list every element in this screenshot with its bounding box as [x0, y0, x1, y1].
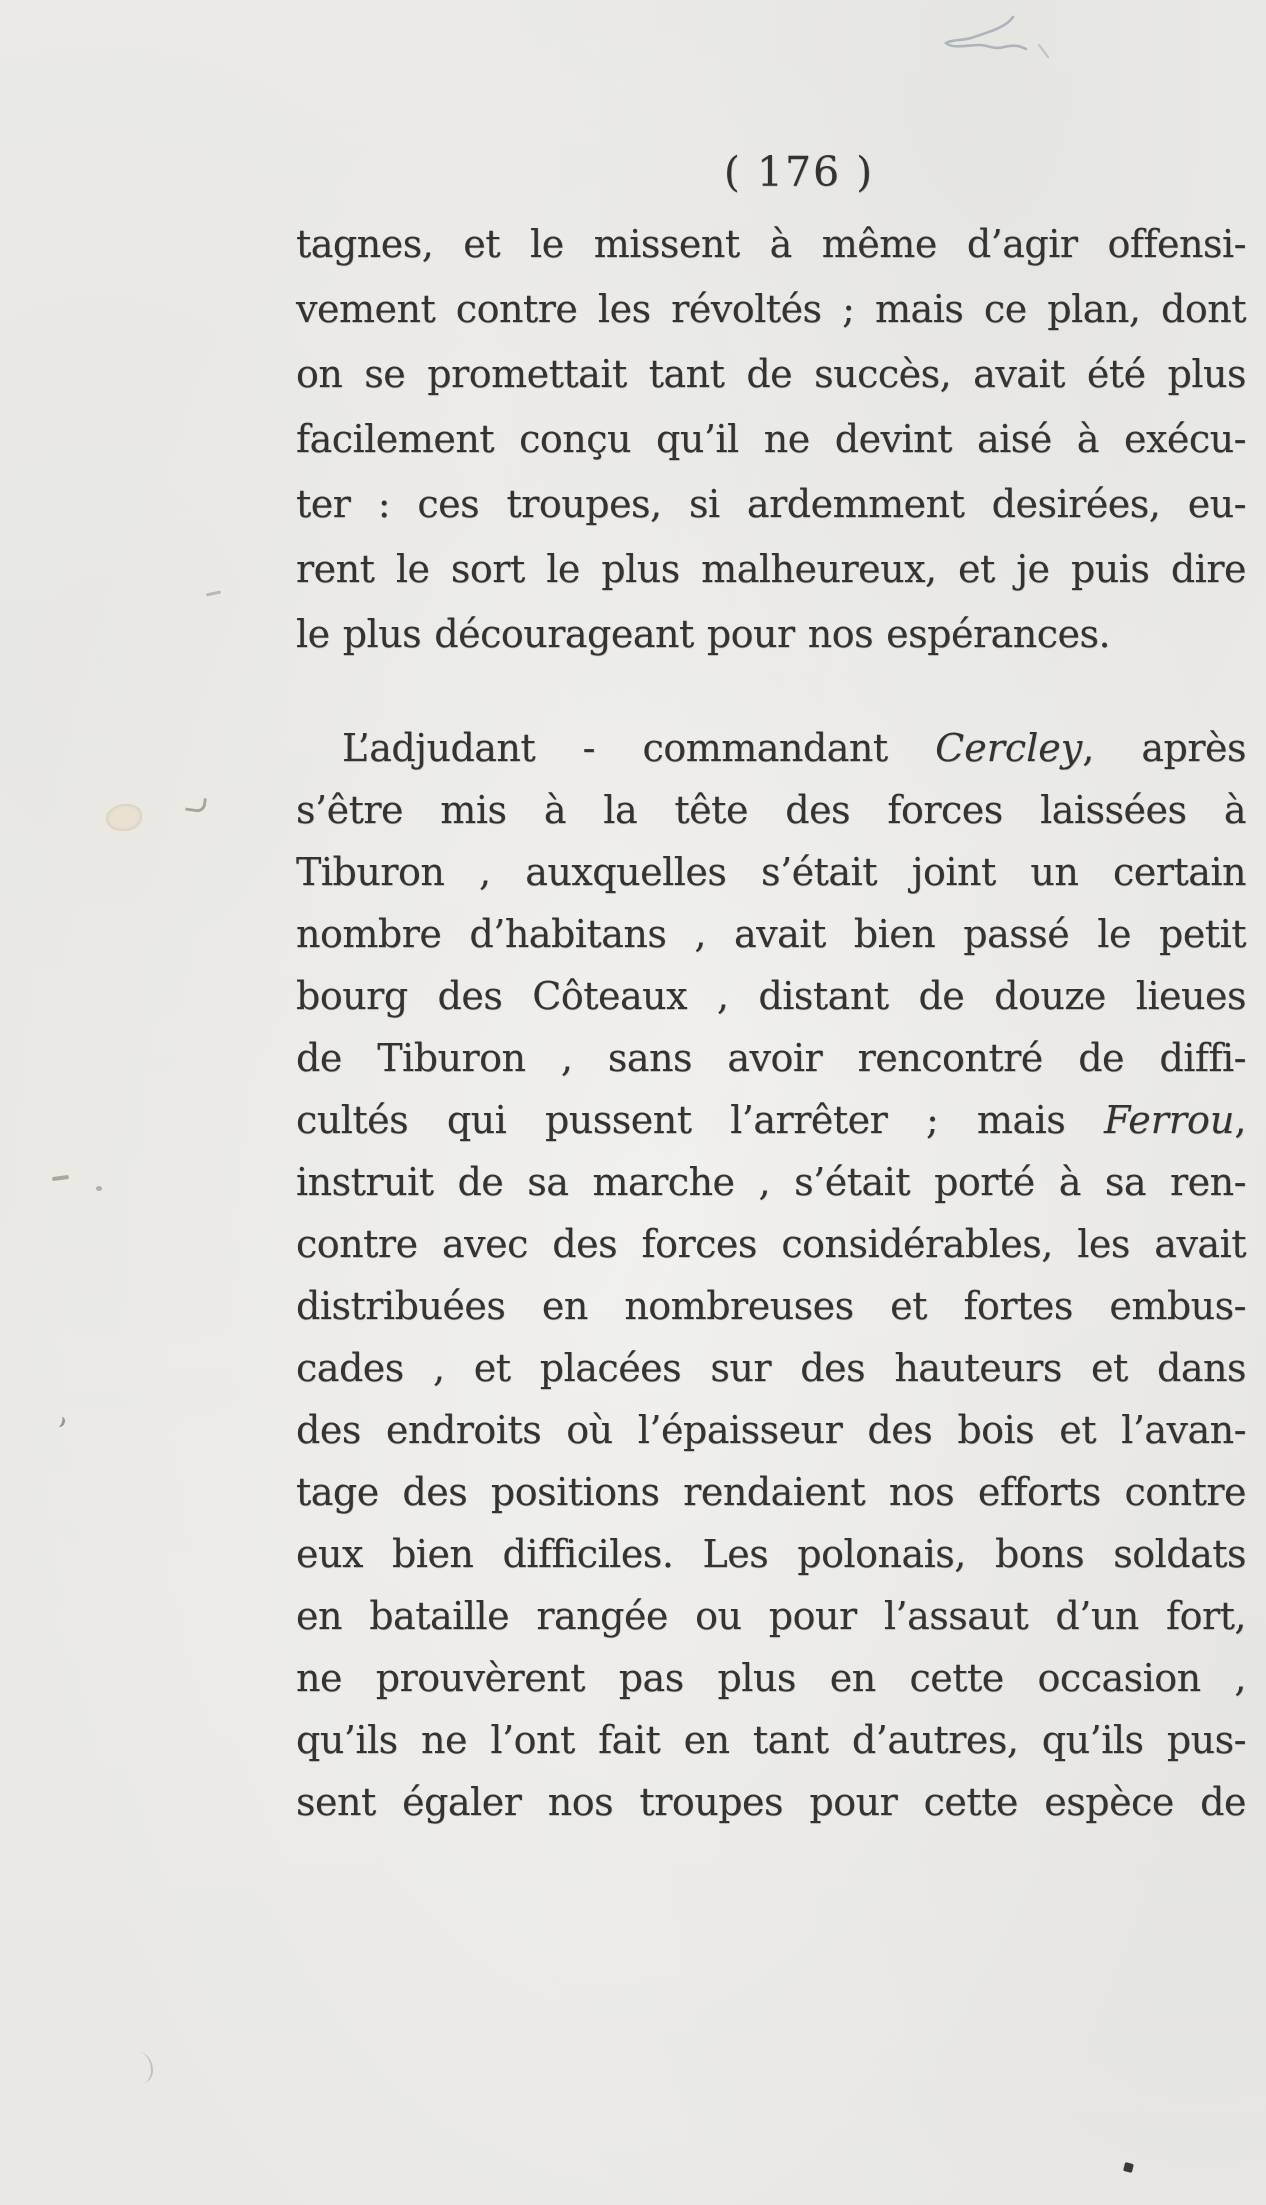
text-segment: le plus décourageant pour nos espérances.	[296, 612, 1111, 656]
text-segment: rent le sort le plus malheureux, et je puis dire	[296, 547, 1246, 591]
text-segment: eux bien difficiles. Les polonais, bons soldats	[296, 1532, 1246, 1576]
text-segment: ter : ces troupes, si ardemment desirées, eu-	[296, 482, 1246, 526]
text-line	[296, 1647, 1246, 1709]
text-line	[296, 1461, 1246, 1523]
text-line	[296, 537, 1246, 602]
text-line	[296, 1337, 1246, 1399]
text-line	[296, 965, 1246, 1027]
paper-chip-artifact	[106, 804, 142, 831]
text-segment: tagnes, et le missent à même d’agir offensi-	[296, 222, 1246, 266]
text-line	[296, 1771, 1246, 1833]
margin-dot-artifact	[96, 1186, 102, 1191]
text-line	[296, 1399, 1246, 1461]
italic-proper-name: Ferrou	[1103, 1098, 1235, 1142]
text-segment: , après	[1082, 726, 1246, 770]
text-segment: ne prouvèrent pas plus en cette occasion ,	[296, 1656, 1246, 1700]
text-segment: instruit de sa marche , s’était porté à sa ren-	[296, 1160, 1246, 1204]
margin-dash-artifact	[52, 1175, 69, 1181]
paragraph	[296, 212, 1246, 667]
text-line	[296, 472, 1246, 537]
text-segment: de Tiburon , sans avoir rencontré de diffi-	[296, 1036, 1246, 1080]
text-line	[296, 903, 1246, 965]
text-segment: des endroits où l’épaisseur des bois et l’avan-	[296, 1408, 1246, 1452]
text-line	[296, 1523, 1246, 1585]
text-line	[296, 1585, 1246, 1647]
text-line	[296, 277, 1246, 342]
text-segment: on se promettait tant de succès, avait été plus	[296, 352, 1246, 396]
text-line	[296, 717, 1246, 779]
text-segment: distribuées en nombreuses et fortes embus-	[296, 1284, 1246, 1328]
text-line	[296, 1275, 1246, 1337]
text-line	[296, 779, 1246, 841]
text-line	[296, 212, 1246, 277]
text-segment: qu’ils ne l’ont fait en tant d’autres, qu’ils pus-	[296, 1718, 1246, 1762]
text-segment: ,	[1234, 1098, 1246, 1142]
gray-hook-artifact	[185, 796, 207, 814]
text-segment: en bataille rangée ou pour l’assaut d’un fort,	[296, 1594, 1246, 1638]
text-line	[296, 1027, 1246, 1089]
text-line	[296, 1151, 1246, 1213]
ink-squiggle	[933, 14, 1059, 72]
text-segment: nombre d’habitans , avait bien passé le petit	[296, 912, 1246, 956]
text-line	[296, 1213, 1246, 1275]
text-segment: tage des positions rendaient nos efforts contre	[296, 1470, 1246, 1514]
text-segment: Tiburon , auxquelles s’était joint un certain	[296, 850, 1246, 894]
page-number: ( 176 )	[723, 148, 875, 196]
text-segment: sent égaler nos troupes pour cette espèce de	[296, 1780, 1246, 1824]
text-segment: L’adjudant - commandant	[342, 726, 936, 770]
text-segment: s’être mis à la tête des forces laissées à	[296, 788, 1246, 832]
text-segment: bourg des Côteaux , distant de douze lieues	[296, 974, 1246, 1018]
text-line	[296, 407, 1246, 472]
text-segment: cultés qui pussent l’arrêter ; mais	[296, 1098, 1104, 1142]
text-block	[296, 212, 1246, 1833]
margin-tick-artifact	[54, 1415, 67, 1429]
text-line	[296, 1709, 1246, 1771]
text-segment: vement contre les révoltés ; mais ce plan, dont	[296, 287, 1246, 331]
italic-proper-name: Cercley	[935, 726, 1083, 770]
text-line	[296, 841, 1246, 903]
text-segment: cades , et placées sur des hauteurs et dans	[296, 1346, 1246, 1390]
text-segment: contre avec des forces considérables, les avait	[296, 1222, 1246, 1266]
text-segment: facilement conçu qu’il ne devint aisé à exécu-	[296, 417, 1246, 461]
text-line	[296, 602, 1246, 667]
text-line	[296, 342, 1246, 407]
paragraph	[296, 717, 1246, 1833]
margin-dash-artifact	[206, 590, 221, 596]
fiber-curve-artifact	[128, 2052, 153, 2083]
text-line	[296, 1089, 1246, 1151]
ink-dot-artifact	[1123, 2162, 1134, 2173]
